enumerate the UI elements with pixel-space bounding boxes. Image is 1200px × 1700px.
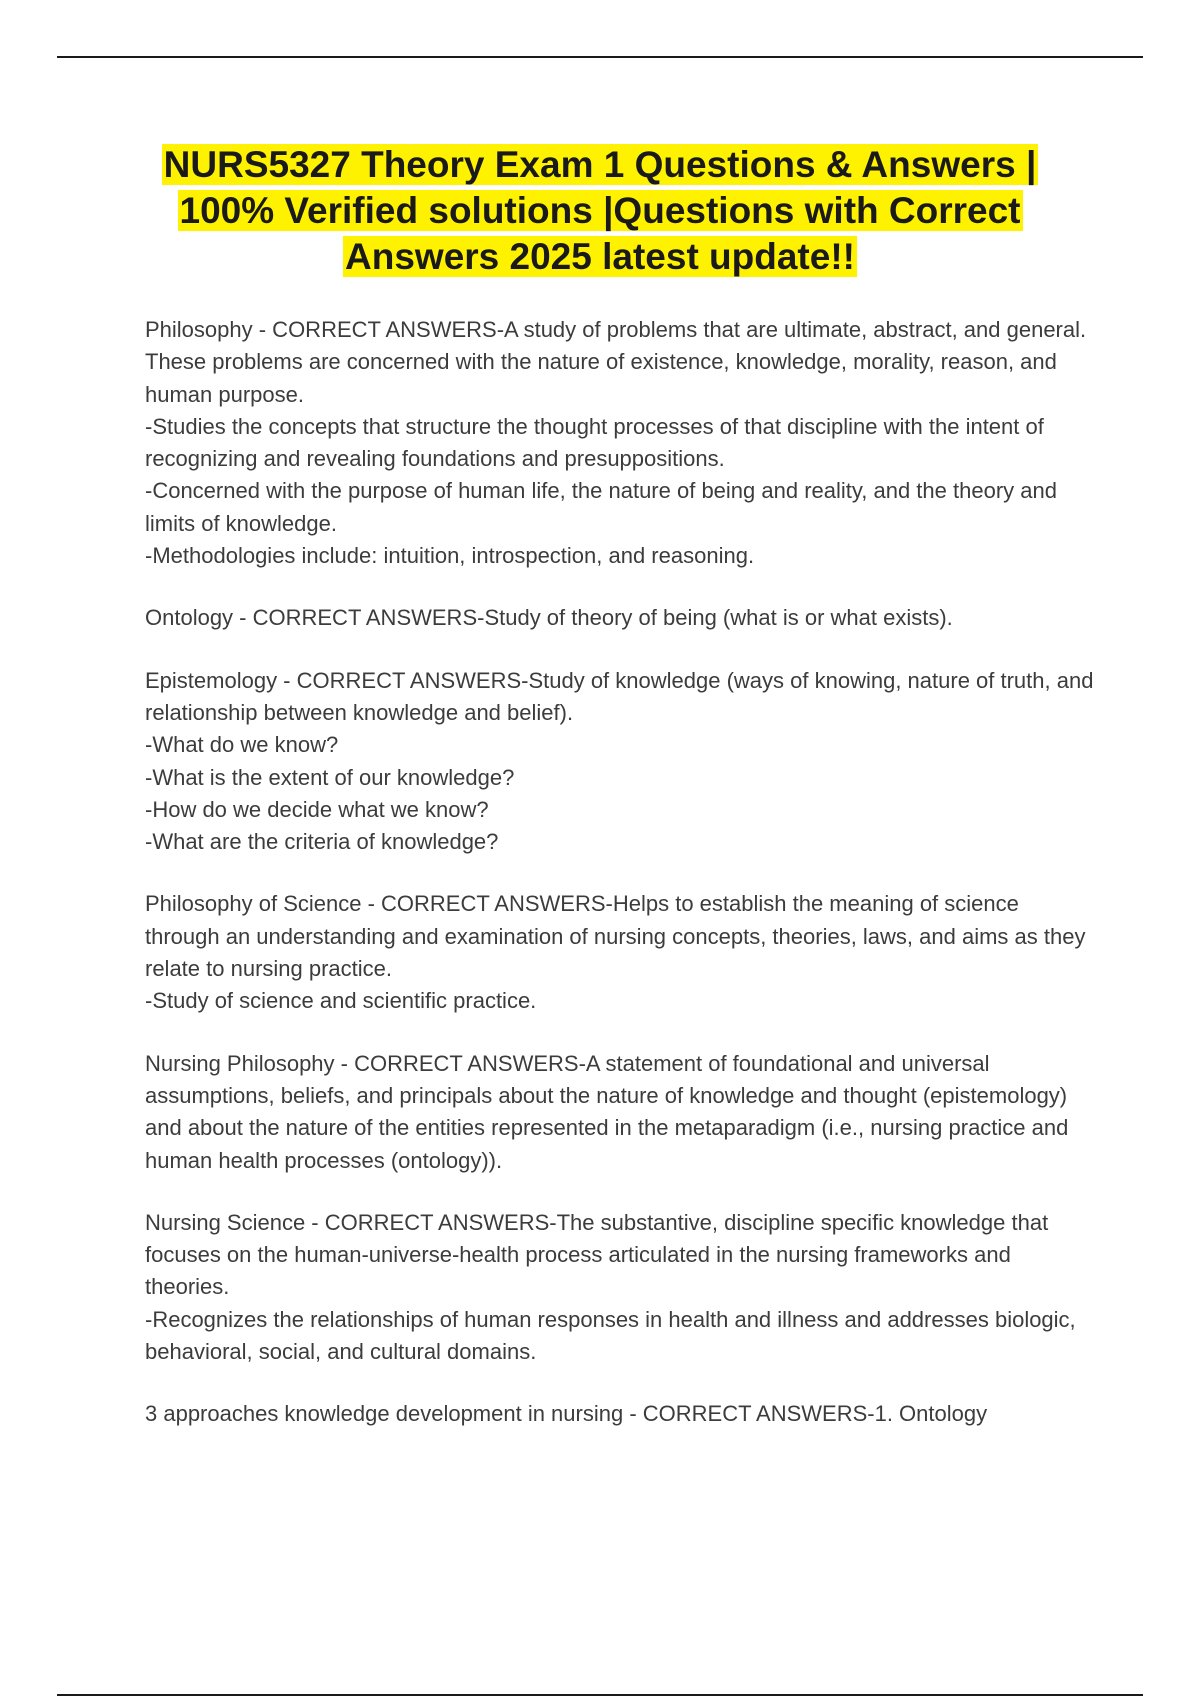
entry-nursing-science [145,1207,1095,1368]
entry-line: 3 approaches knowledge development in nursing - CORRECT ANSWERS-1. Ontology [145,1401,988,1427]
document-title [120,142,1080,280]
bottom-rule [57,1694,1143,1696]
entry-line: -What is the extent of our knowledge? [145,764,515,790]
entry-line: -What do we know? [145,732,339,758]
document-body [145,314,1095,1461]
entry-line: -What are the criteria of knowledge? [145,829,499,855]
entry-knowledge-approaches [145,1398,1095,1430]
entry-epistemology [145,665,1095,859]
entry-line: Philosophy of Science - CORRECT ANSWERS-Helps to establish the meaning of science through an understanding and examination of nursing concepts, theories, laws, and aims as they relate to nursing practice. [145,891,1086,982]
entry-line: -Concerned with the purpose of human life, the nature of being and reality, and the theory and limits of knowledge. [145,478,1057,536]
entry-ontology [145,602,1095,634]
entry-line: Epistemology - CORRECT ANSWERS-Study of knowledge (ways of knowing, nature of truth, and relationship between knowledge and belief). [145,667,1094,725]
title-highlight: NURS5327 Theory Exam 1 Questions & Answers | 100% Verified solutions |Questions with Correct Answers 2025 latest update!! [163,144,1037,277]
entry-nursing-philosophy [145,1048,1095,1177]
entry-line: Nursing Science - CORRECT ANSWERS-The substantive, discipline specific knowledge that focuses on the human-universe-health process articulated in the nursing frameworks and theories. [145,1209,1049,1300]
entry-philosophy-of-science [145,888,1095,1017]
entry-philosophy [145,314,1095,572]
entry-line: -Recognizes the relationships of human responses in health and illness and addresses biologic, behavioral, social, and cultural domains. [145,1306,1076,1365]
entry-line: -How do we decide what we know? [145,796,489,822]
entry-line: -Study of science and scientific practice. [145,988,537,1014]
entry-line: -Studies the concepts that structure the thought processes of that discipline with the intent of recognizing and revealing foundations and presuppositions. [145,413,1044,472]
entry-line: -Methodologies include: intuition, introspection, and reasoning. [145,543,755,569]
entry-line: Philosophy - CORRECT ANSWERS-A study of problems that are ultimate, abstract, and general. These problems are concerned with the nature of existence, knowledge, morality, reason, and human purpose. [145,317,1087,407]
entry-line: Ontology - CORRECT ANSWERS-Study of theory of being (what is or what exists). [145,605,953,631]
entry-line: Nursing Philosophy - CORRECT ANSWERS-A statement of foundational and universal assumptions, beliefs, and principals about the nature of knowledge and thought (epistemology) and about the nature of the entities represented in the metaparadigm (i.e., nursing practice and human health processes (ontology)). [145,1050,1069,1173]
top-rule [57,56,1143,58]
